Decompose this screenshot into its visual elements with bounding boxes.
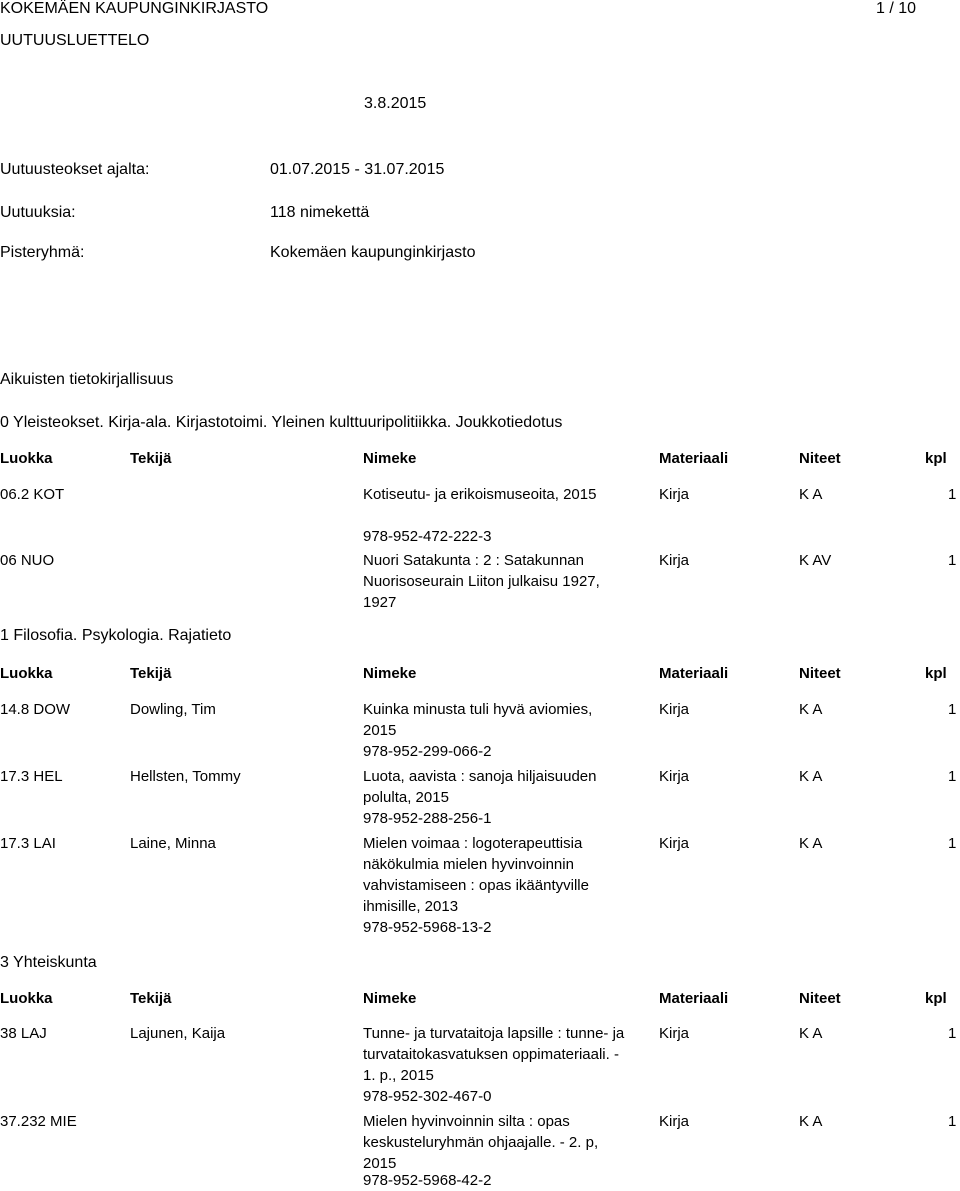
row-isbn: 978-952-288-256-1 — [363, 810, 492, 827]
col-nimeke: Nimeke — [363, 990, 417, 1007]
row-kpl: 1 — [948, 486, 957, 503]
row-materiaali: Kirja — [659, 1113, 690, 1130]
row-isbn: 978-952-302-467-0 — [363, 1088, 492, 1105]
row-materiaali: Kirja — [659, 552, 690, 569]
col-tekija: Tekijä — [130, 990, 172, 1007]
row-nimeke: Nuori Satakunta : 2 : Satakunnan Nuorisoseurain Liiton julkaisu 1927, 1927 — [363, 552, 600, 611]
col-niteet: Niteet — [799, 990, 841, 1007]
group-value: Kokemäen kaupunginkirjasto — [270, 244, 476, 261]
period-value: 01.07.2015 - 31.07.2015 — [270, 161, 445, 178]
row-kpl: 1 — [948, 835, 957, 852]
row-isbn: 978-952-472-222-3 — [363, 528, 492, 545]
col-tekija: Tekijä — [130, 665, 172, 682]
col-kpl: kpl — [925, 665, 947, 682]
row-luokka: 17.3 HEL — [0, 768, 63, 785]
row-kpl: 1 — [948, 701, 957, 718]
col-nimeke: Nimeke — [363, 450, 417, 467]
row-tekija: Dowling, Tim — [130, 701, 216, 718]
group-label: Pisteryhmä: — [0, 244, 85, 261]
section-title: 3 Yhteiskunta — [0, 954, 97, 971]
row-niteet: K A — [799, 768, 823, 785]
row-nimeke: Mielen hyvinvoinnin silta : opas keskusteluryhmän ohjaajalle. - 2. p, 2015 — [363, 1113, 599, 1172]
list-title: UUTUUSLUETTELO — [0, 32, 150, 49]
col-tekija: Tekijä — [130, 450, 172, 467]
row-isbn: 978-952-5968-42-2 — [363, 1172, 492, 1189]
row-materiaali: Kirja — [659, 1025, 690, 1042]
row-niteet: K A — [799, 701, 823, 718]
row-tekija: Lajunen, Kaija — [130, 1025, 226, 1042]
row-materiaali: Kirja — [659, 701, 690, 718]
col-materiaali: Materiaali — [659, 665, 729, 682]
row-luokka: 06 NUO — [0, 552, 55, 569]
row-nimeke: Kuinka minusta tuli hyvä aviomies, 2015 — [363, 701, 593, 739]
row-luokka: 14.8 DOW — [0, 701, 71, 718]
col-luokka: Luokka — [0, 990, 53, 1007]
row-luokka: 38 LAJ — [0, 1025, 47, 1042]
row-materiaali: Kirja — [659, 768, 690, 785]
row-nimeke: Kotiseutu- ja erikoismuseoita, 2015 — [363, 486, 597, 503]
row-nimeke: Tunne- ja turvataitoja lapsille : tunne- ja turvataitokasvatuksen oppimateriaali. - 1. p., 2015 — [363, 1025, 625, 1084]
row-kpl: 1 — [948, 1025, 957, 1042]
count-value: 118 nimekettä — [270, 204, 370, 221]
row-tekija: Laine, Minna — [130, 835, 216, 852]
row-tekija: Hellsten, Tommy — [130, 768, 241, 785]
row-niteet: K A — [799, 1025, 823, 1042]
row-niteet: K A — [799, 1113, 823, 1130]
row-niteet: K A — [799, 835, 823, 852]
col-materiaali: Materiaali — [659, 450, 729, 467]
row-isbn: 978-952-299-066-2 — [363, 743, 492, 760]
row-kpl: 1 — [948, 768, 957, 785]
section-title: 1 Filosofia. Psykologia. Rajatieto — [0, 627, 232, 644]
row-isbn: 978-952-5968-13-2 — [363, 919, 492, 936]
page-number: 1 / 10 — [876, 0, 917, 17]
row-nimeke: Mielen voimaa : logoterapeuttisia näkökulmia mielen hyvinvoinnin vahvistamiseen : opas ikääntyville ihmisille, 2013 — [363, 835, 589, 915]
row-niteet: K A — [799, 486, 823, 503]
row-niteet: K AV — [799, 552, 832, 569]
col-niteet: Niteet — [799, 450, 841, 467]
col-luokka: Luokka — [0, 665, 53, 682]
section-title: 0 Yleisteokset. Kirja-ala. Kirjastotoimi. Yleinen kulttuuripolitiikka. Joukkotiedotus — [0, 414, 563, 431]
library-name: KOKEMÄEN KAUPUNGINKIRJASTO — [0, 0, 269, 17]
row-luokka: 17.3 LAI — [0, 835, 56, 852]
row-materiaali: Kirja — [659, 835, 690, 852]
row-kpl: 1 — [948, 552, 957, 569]
row-luokka: 37.232 MIE — [0, 1113, 77, 1130]
col-nimeke: Nimeke — [363, 665, 417, 682]
category-title: Aikuisten tietokirjallisuus — [0, 371, 174, 388]
row-nimeke: Luota, aavista : sanoja hiljaisuuden polulta, 2015 — [363, 768, 597, 806]
report-date: 3.8.2015 — [364, 95, 427, 112]
row-luokka: 06.2 KOT — [0, 486, 65, 503]
row-materiaali: Kirja — [659, 486, 690, 503]
period-label: Uutuusteokset ajalta: — [0, 161, 150, 178]
col-kpl: kpl — [925, 450, 947, 467]
col-niteet: Niteet — [799, 665, 841, 682]
col-luokka: Luokka — [0, 450, 53, 467]
count-label: Uutuuksia: — [0, 204, 76, 221]
col-kpl: kpl — [925, 990, 947, 1007]
row-kpl: 1 — [948, 1113, 957, 1130]
col-materiaali: Materiaali — [659, 990, 729, 1007]
